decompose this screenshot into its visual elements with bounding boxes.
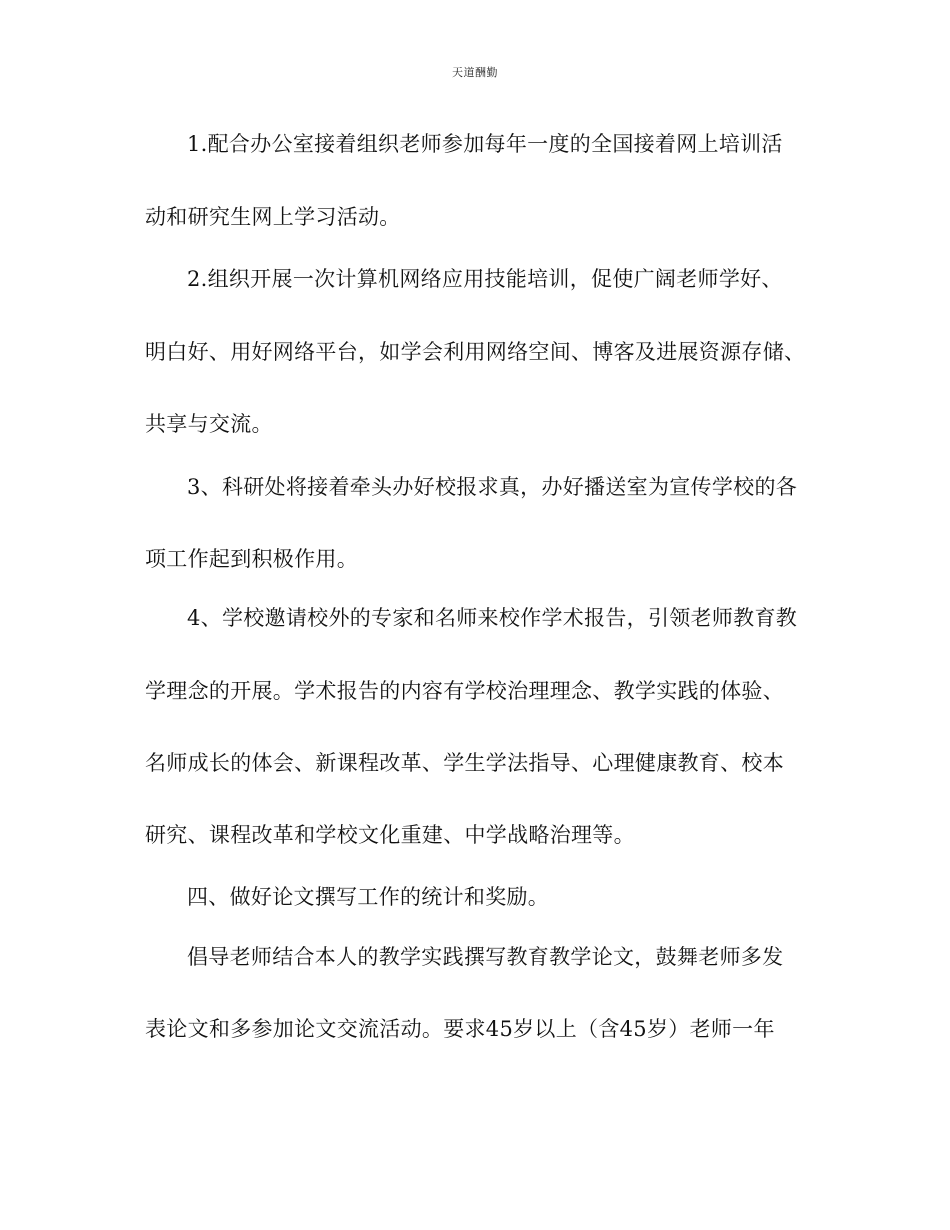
- body-line-7: 项工作起到积极作用。: [145, 547, 358, 571]
- body-line-10: 名师成长的体会、新课程改革、学生学法指导、心理健康教育、校本: [145, 751, 784, 775]
- body-line-2: 动和研究生网上学习活动。: [145, 205, 401, 229]
- page-header: 天道酬勤: [452, 66, 498, 79]
- body-line-5: 共享与交流。: [145, 412, 273, 436]
- body-line-1: 1.配合办公室接着组织老师参加每年一度的全国接着网上培训活: [187, 132, 783, 156]
- body-line-13: 倡导老师结合本人的教学实践撰写教育教学论文，鼓舞老师多发: [187, 945, 784, 969]
- body-line-4: 明白好、用好网络平台，如学会利用网络空间、博客及进展资源存储、: [145, 340, 806, 364]
- body-line-3: 2.组织开展一次计算机网络应用技能培训，促使广阔老师学好、: [187, 267, 783, 291]
- body-line-11: 研究、课程改革和学校文化重建、中学战略治理等。: [145, 823, 635, 847]
- body-line-14: 表论文和多参加论文交流活动。要求45岁以上（含45岁）老师一年: [145, 1017, 775, 1041]
- body-line-12: 四、做好论文撰写工作的统计和奖励。: [187, 885, 550, 909]
- body-line-9: 学理念的开展。学术报告的内容有学校治理理念、教学实践的体验、: [145, 679, 784, 703]
- body-line-8: 4、学校邀请校外的专家和名师来校作学术报告，引领老师教育教: [187, 606, 798, 630]
- body-line-6: 3、科研处将接着牵头办好校报求真，办好播送室为宣传学校的各: [187, 475, 798, 499]
